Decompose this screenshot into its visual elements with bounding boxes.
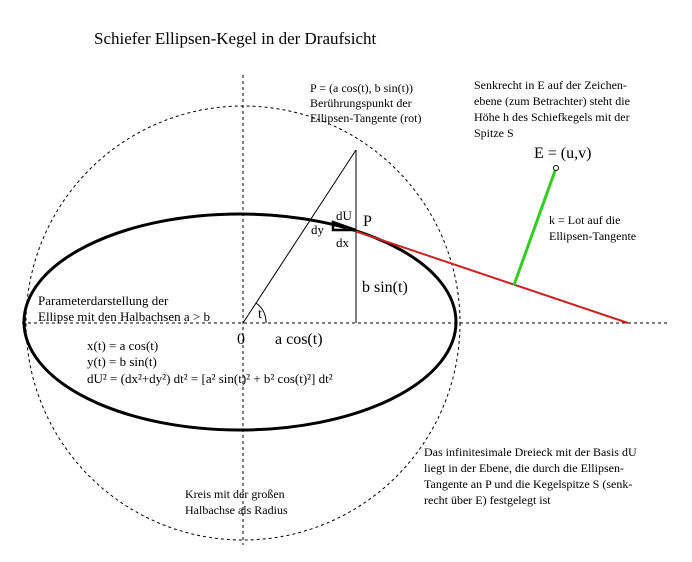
- param-line-1: Parameterdarstellung der: [38, 293, 169, 308]
- e-label: E = (u,v): [534, 145, 592, 162]
- e-note-line-2: ebene (zum Betrachter) steht die: [474, 94, 630, 108]
- param-line-2: Ellipse mit den Halbachsen a > b: [38, 309, 210, 324]
- p-note-line-2: Berührungspunkt der: [310, 96, 412, 110]
- triangle-note-line-4: recht über E) festgelegt ist: [424, 493, 551, 507]
- dx-label: dx: [336, 235, 349, 250]
- circle-note-line-1: Kreis mit der großen: [185, 487, 285, 501]
- e-note-line-4: Spitze S: [474, 126, 514, 140]
- equation-x: x(t) = a cos(t): [87, 338, 159, 353]
- triangle-note-line-2: liegt in der Ebene, die durch die Ellipsen-: [424, 461, 624, 475]
- p-note-line-1: P = (a cos(t), b sin(t)): [310, 81, 413, 95]
- origin-label: 0: [237, 331, 245, 348]
- equation-y: y(t) = b sin(t): [87, 354, 157, 369]
- e-note-line-1: Senkrecht in E auf der Zeichen-: [474, 78, 627, 92]
- e-note-line-3: Höhe h des Schiefkegels mit der: [474, 110, 630, 124]
- du-label: dU: [336, 208, 352, 223]
- acos-label: a cos(t): [275, 331, 323, 348]
- title: Schiefer Ellipsen-Kegel in der Draufsicht: [94, 29, 377, 48]
- triangle-note-line-3: Tangente an P und die Kegelspitze S (senk-: [424, 477, 633, 491]
- point-e: [554, 166, 559, 171]
- bsin-label: b sin(t): [362, 279, 408, 296]
- equation-du: dU² = (dx²+dy²) dt² = [a² sin(t)² + b² cos(t)²] dt²: [87, 371, 333, 386]
- circle-note-line-2: Halbachse als Radius: [185, 503, 288, 517]
- k-label-line-1: k = Lot auf die: [549, 213, 621, 227]
- k-label-line-2: Ellipsen-Tangente: [549, 229, 637, 243]
- point-p-label: P: [363, 213, 372, 230]
- p-note-line-3: Ellipsen-Tangente (rot): [310, 111, 422, 125]
- t-label: t: [258, 307, 262, 322]
- dy-label: dy: [311, 222, 324, 237]
- triangle-note-line-1: Das infinitesimale Dreieck mit der Basis dU: [424, 445, 637, 459]
